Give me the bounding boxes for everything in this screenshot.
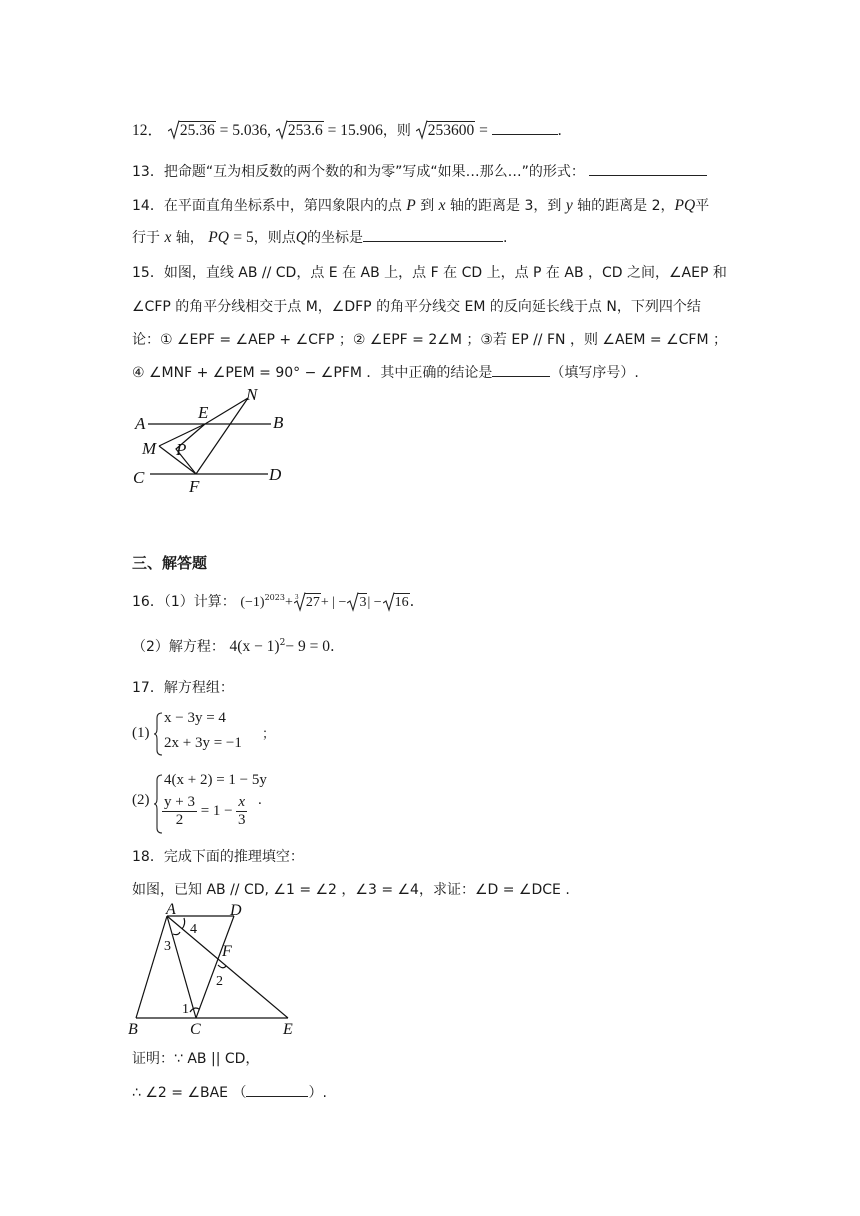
radical-sign-icon [347,592,359,612]
angle-4-arc [182,918,185,929]
label-f: F [189,477,200,496]
label-p: P [176,440,187,459]
question-16-part-2: （2）解方程： $4(x - 1)^2- 9 = 0$. [132,638,335,655]
segment-ab [136,916,167,1018]
question-16-part-1: 16．（1）计算： $(-1)^{2023}+$ 3 27+ | − 3| − 16. [132,593,415,610]
answer-blank[interactable] [492,362,550,377]
label-f: F [222,943,232,960]
question-17-title: 17．解方程组： [132,680,234,696]
angle-3-arc [173,932,180,935]
label-d: D [230,902,242,919]
label-e: E [283,1021,293,1038]
question-14-line-2: 行于 x 轴， PQ = 5，则点Q的坐标是 . [132,229,508,246]
square-root: 25.36 [168,121,216,140]
question-15-line-2: ∠CFP 的角平分线相交于点 M，∠DFP 的角平分线交 EM 的反向延长线于点 N，下列四个结 [132,299,701,315]
answer-blank[interactable] [492,120,558,135]
radical-sign-icon [168,120,180,140]
proof-line-1: 证明：∵ AB || CD， [132,1051,260,1067]
radical-sign-icon [276,120,288,140]
section-heading: 三、解答题 [132,554,208,572]
square-root: 3 [347,593,367,611]
question-12: 12． 25.36 = 5.036, 253.6 = 15.906，则 253600 = . [132,122,562,139]
label-a: A [166,902,176,918]
answer-blank[interactable] [589,161,707,176]
question-number: 12． [132,122,164,139]
answer-blank[interactable] [363,227,503,242]
question-13: 13．把命题“互为相反数的两个数的和为零”写成“如果…那么…”的形式： [132,161,707,181]
figure-18 [126,902,300,1038]
label-b: B [273,413,284,432]
svg-text:3: 3 [294,593,299,601]
question-18-title: 18．完成下面的推理填空： [132,849,304,865]
square-root: 253.6 [276,121,324,140]
segment-en [205,398,248,424]
label-n: N [246,385,258,404]
label-e: E [198,403,209,422]
answer-blank[interactable] [246,1082,308,1097]
square-root: 253600 [416,121,476,140]
question-15-line-3: 论：① ∠EPF = ∠AEP + ∠CFP ；② ∠EPF = 2∠M ；③若 EP // FN ，则 ∠AEM = ∠CFM ； [132,332,727,348]
fraction-equation: $\frac{y + 3}{2}$ = 1 − $\frac{x}{3}$ [164,794,246,828]
angle-label-3: 3 [164,939,171,954]
label-c: C [190,1021,201,1038]
square-root: 16 [383,593,410,611]
radical-sign-icon [416,120,428,140]
question-14-line-1: 14．在平面直角坐标系中，第四象限内的点 P 到 x 轴的距离是 3，到 y 轴的距离是 2，PQ平 [132,197,710,214]
angle-label-1: 1 [182,1002,189,1017]
label-d: D [269,465,282,484]
figure-15 [128,384,298,496]
radical-sign-icon [294,592,306,612]
proof-line-2: ∴ ∠2 = ∠BAE （ ）. [132,1082,327,1102]
label-m: M [142,439,157,458]
question-15-line-1: 15．如图，直线 AB // CD，点 E 在 AB 上，点 F 在 CD 上，点 P 在 AB ，CD 之间，∠AEP 和 [132,265,727,281]
brace-icon [153,712,163,756]
label-c: C [133,468,145,487]
label-b: B [128,1021,138,1038]
radical-sign-icon [383,592,395,612]
cube-root: 3 27 [294,593,320,610]
question-18-given: 如图，已知 AB // CD, ∠1 = ∠2 ，∠3 = ∠4，求证：∠D = ∠DCE . [132,882,570,898]
label-a: A [135,414,146,433]
question-15-line-4: ④ ∠MNF + ∠PEM = 90° − ∠PFM ．其中正确的结论是 （填写序号）. [132,362,639,382]
angle-label-2: 2 [216,974,223,989]
angle-label-4: 4 [190,922,197,937]
